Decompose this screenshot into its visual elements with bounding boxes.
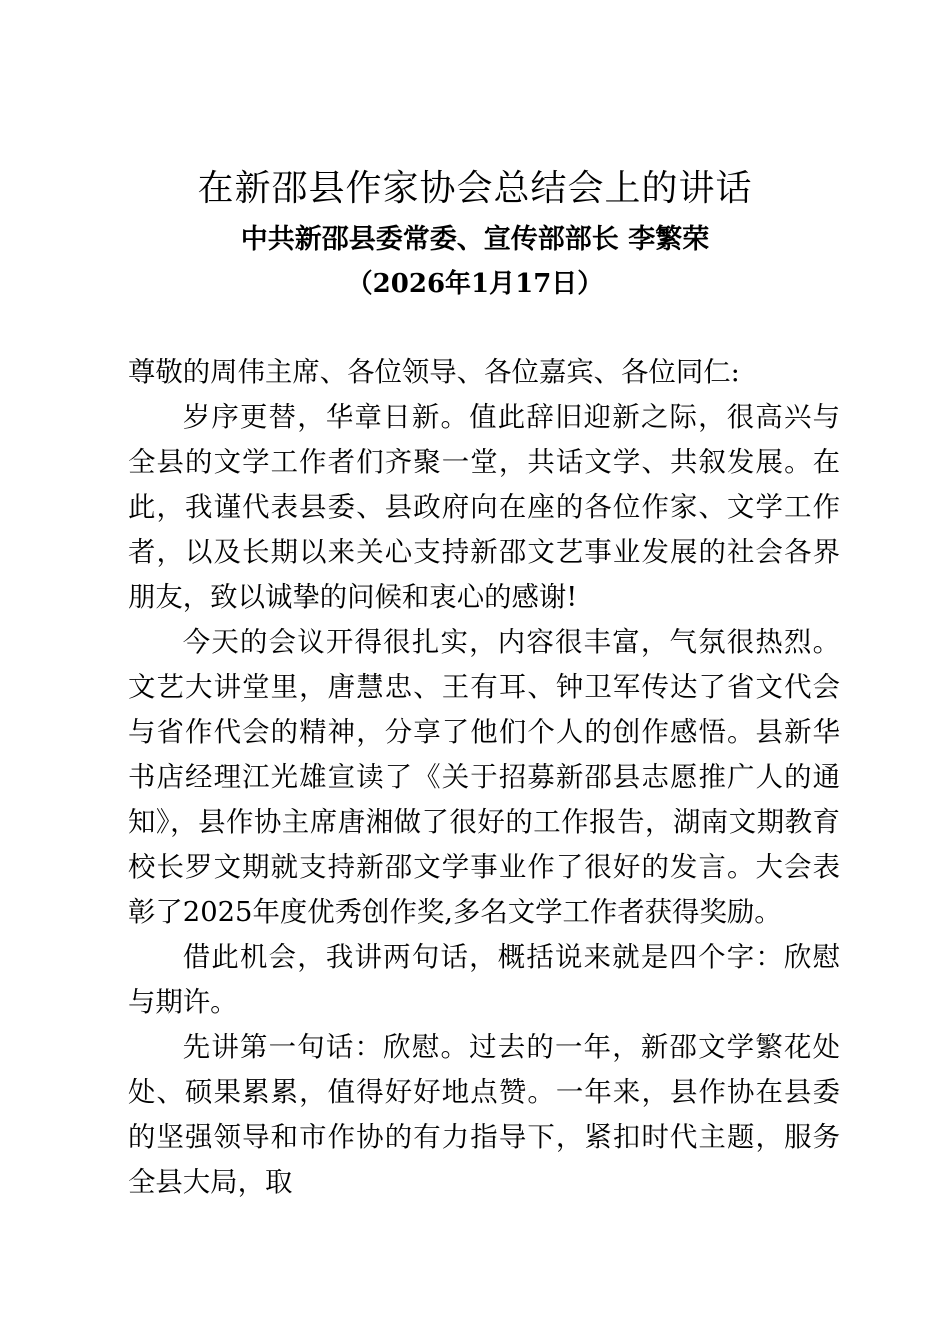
paragraph-4: 先讲第一句话：欣慰。过去的一年，新邵文学繁花处处、硕果累累，值得好好地点赞。一年来，县作协在县委的坚强领导和市作协的有力指导下，紧扣时代主题，服务全县大局，取 xyxy=(128,1032,840,1198)
speech-date: （2026年1月17日） xyxy=(346,269,604,299)
speech-body xyxy=(128,350,840,1205)
speaker-byline: 中共新邵县委常委、宣传部部长 李繁荣 xyxy=(240,224,710,255)
paragraph-3: 借此机会，我讲两句话，概括说来就是四个字：欣慰与期许。 xyxy=(128,942,840,1018)
paragraph-2: 今天的会议开得很扎实，内容很丰富，气氛很热烈。文艺大讲堂里，唐慧忠、王有耳、钟卫军传达了省文代会与省作代会的精神，分享了他们个人的创作感悟。县新华书店经理江光雄宣读了《关于招募新邵县志愿推广人的通知》，县作协主席唐湘做了很好的工作报告，湖南文期教育校长罗文期就支持新邵文学事业作了很好的发言。大会表彰了2025年度优秀创作奖,多名文学工作者获得奖励。 xyxy=(128,627,840,928)
salutation: 尊敬的周伟主席、各位领导、各位嘉宾、各位同仁: xyxy=(128,357,740,388)
paragraph-1: 岁序更替，华章日新。值此辞旧迎新之际，很高兴与全县的文学工作者们齐聚一堂，共话文学、共叙发展。在此，我谨代表县委、县政府向在座的各位作家、文学工作者，以及长期以来关心支持新邵文艺事业发展的社会各界朋友，致以诚挚的问候和衷心的感谢! xyxy=(128,402,840,613)
speech-title: 在新邵县作家协会总结会上的讲话 xyxy=(197,168,753,209)
